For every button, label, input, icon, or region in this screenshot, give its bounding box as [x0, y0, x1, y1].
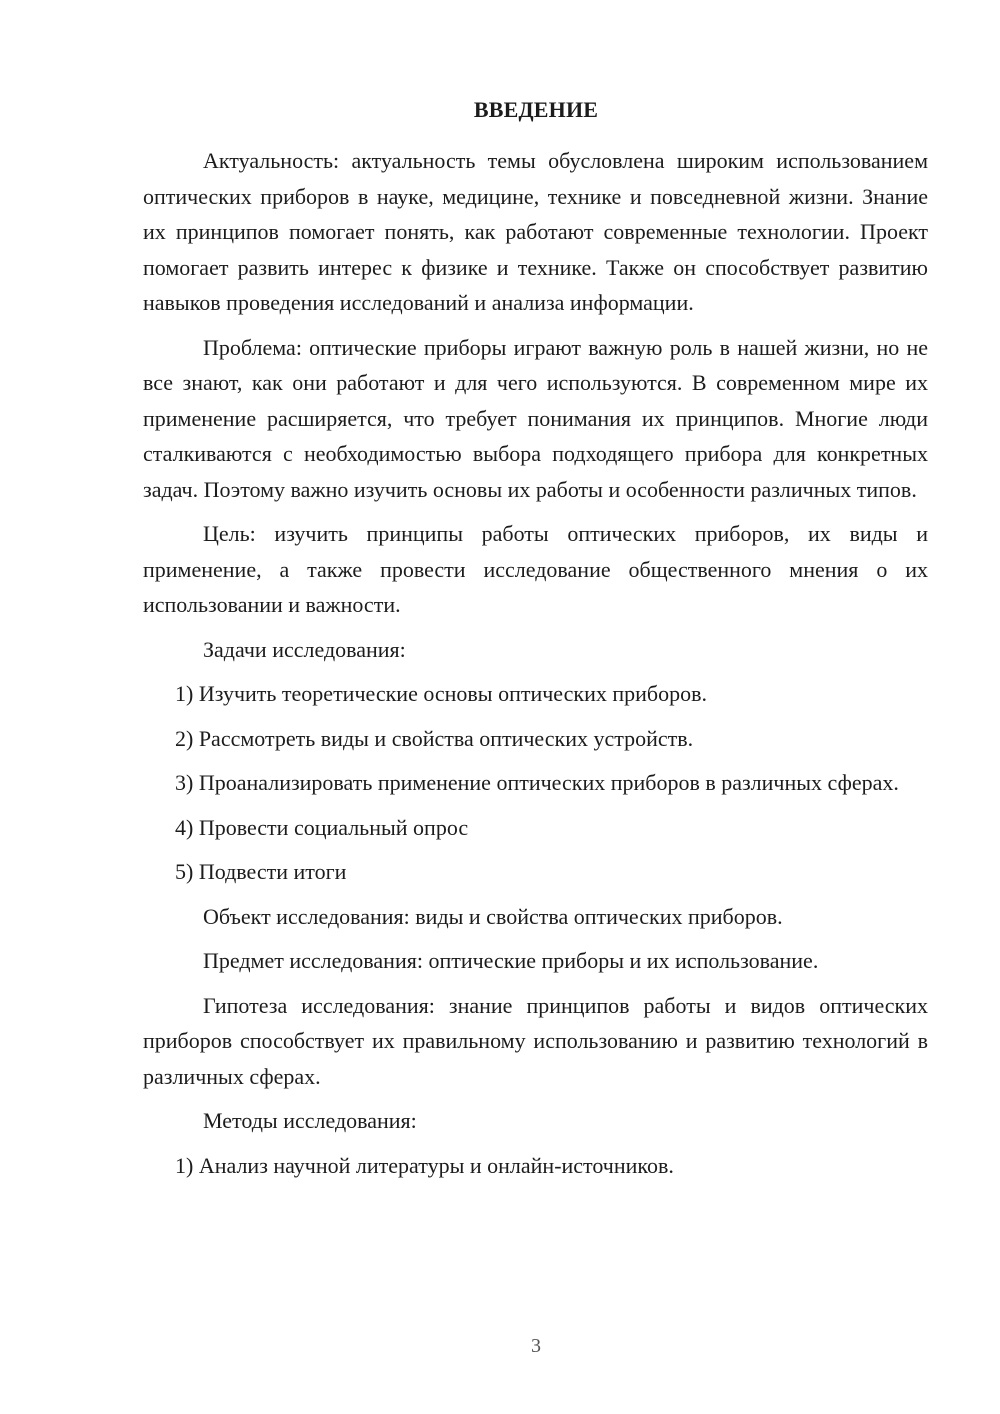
paragraph-subject: Предмет исследования: оптические приборы и их использование.	[203, 948, 819, 973]
section-title: ВВЕДЕНИЕ	[473, 97, 599, 122]
paragraph-methods-heading: Методы исследования:	[203, 1108, 417, 1133]
paragraph-goal: Цель: изучить принципы работы оптических приборов, их виды и применение, а также провести исследование общественного мнения о их использовании и важности.	[143, 521, 928, 617]
list-item-task-5: 5) Подвести итоги	[175, 859, 347, 884]
list-item-task-3: 3) Проанализировать применение оптических приборов в различных сферах.	[175, 770, 899, 795]
list-item-task-2: 2) Рассмотреть виды и свойства оптических устройств.	[175, 725, 694, 751]
list-item-task-4: 4) Провести социальный опрос	[175, 814, 469, 840]
list-item-method-1: 1) Анализ научной литературы и онлайн-источников.	[175, 1152, 674, 1178]
paragraph-problem: Проблема: оптические приборы играют важную роль в нашей жизни, но не все знают, как они работают и для чего используются. В современном мире их применение расширяется, что требует понимания их принципов. Многие люди сталкиваются с необходимостью выбора подходящего прибора для конкретных задач. Поэтому важно изучить основы их работы и особенности различных типов.	[143, 334, 928, 502]
body-text	[143, 143, 928, 1192]
list-item-task-1: 1) Изучить теоретические основы оптических приборов.	[175, 681, 707, 706]
page-number: 3	[531, 1335, 541, 1357]
paragraph-relevance: Актуальность: актуальность темы обусловлена широким использованием оптических приборов в науке, медицине, технике и повседневной жизни. Знание их принципов помогает понять, как работают современные технологии. Проект помогает развить интерес к физике и технике. Также он способствует развитию навыков проведения исследований и анализа информации.	[143, 148, 928, 315]
paragraph-tasks-heading: Задачи исследования:	[203, 636, 406, 662]
paragraph-object: Объект исследования: виды и свойства оптических приборов.	[203, 903, 783, 929]
paragraph-hypothesis: Гипотеза исследования: знание принципов работы и видов оптических приборов способствует их правильному использованию и развитию технологий в различных сферах.	[143, 992, 928, 1089]
